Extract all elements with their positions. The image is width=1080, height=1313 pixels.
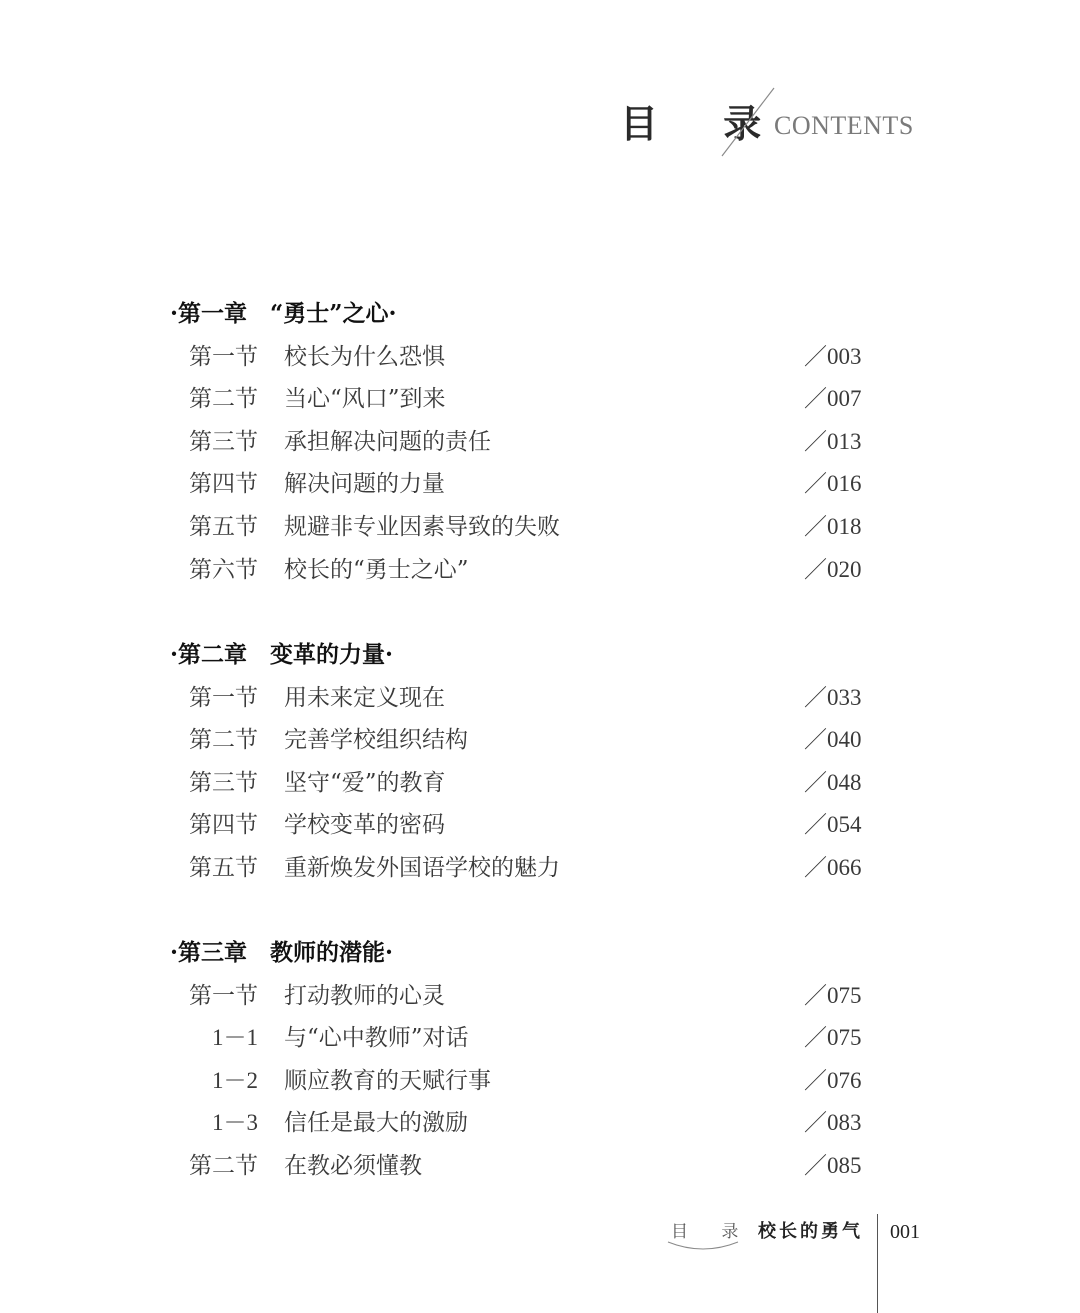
- section-page-number: ／020: [804, 556, 862, 582]
- section-number: 第一节: [189, 982, 258, 1009]
- section-page-number: ／007: [804, 386, 862, 412]
- section-title: 完善学校组织结构: [284, 727, 468, 754]
- section-title: 承担解决问题的责任: [284, 428, 491, 455]
- section-title: 学校变革的密码: [284, 812, 445, 839]
- section-page-number: ／018: [804, 514, 862, 539]
- section-number: 第三节: [189, 769, 258, 796]
- chapter-title: ·第三章 教师的潜能·: [170, 939, 394, 966]
- section-title: 当心“风口”到来: [284, 386, 446, 413]
- chapter-heading[interactable]: [0, 296, 1080, 332]
- section-page-number: ／033: [804, 684, 862, 710]
- toc-entry[interactable]: [0, 552, 1080, 588]
- section-title: 校长的“勇士之心”: [284, 556, 469, 583]
- section-page-number: ／054: [804, 812, 862, 838]
- toc-entry[interactable]: [0, 1020, 1080, 1056]
- section-page-number: ／016: [804, 471, 862, 497]
- section-title: 解决问题的力量: [284, 471, 445, 498]
- section-title: 信任是最大的激励: [284, 1110, 468, 1137]
- page-number: 001: [890, 1221, 920, 1243]
- toc-entry[interactable]: [0, 339, 1080, 375]
- section-page-number: ／083: [804, 1110, 862, 1136]
- section-number: 第三节: [189, 428, 258, 455]
- toc-entry[interactable]: [0, 807, 1080, 843]
- section-number: 第二节: [189, 1153, 258, 1179]
- section-page-number: ／085: [804, 1153, 862, 1178]
- footer-ornament-arc: [666, 1240, 740, 1254]
- section-title: 打动教师的心灵: [284, 982, 445, 1009]
- section-page-number: ／013: [804, 428, 862, 454]
- toc-heading-english: CONTENTS: [774, 111, 914, 140]
- toc-entry[interactable]: [0, 466, 1080, 502]
- toc-entry[interactable]: [0, 509, 1080, 545]
- chapter-title: ·第二章 变革的力量·: [170, 641, 394, 668]
- section-title: 重新焕发外国语学校的魅力: [284, 855, 560, 881]
- section-title: 校长为什么恐惧: [284, 343, 445, 370]
- toc-entry[interactable]: [0, 680, 1080, 716]
- section-page-number: ／075: [804, 1025, 862, 1051]
- section-page-number: ／076: [804, 1067, 862, 1093]
- section-page-number: ／003: [804, 343, 862, 369]
- section-number: 第二节: [189, 386, 258, 413]
- toc-entry[interactable]: [0, 978, 1080, 1014]
- toc-entry[interactable]: [0, 1148, 1080, 1184]
- toc-entry[interactable]: [0, 424, 1080, 460]
- section-page-number: ／075: [804, 982, 862, 1008]
- chapter-title: ·第一章 “勇士”之心·: [170, 300, 397, 327]
- toc-heading: 目 录: [620, 101, 788, 146]
- toc-entry[interactable]: [0, 1063, 1080, 1099]
- section-number: 1－2: [212, 1067, 258, 1093]
- toc-entry[interactable]: [0, 765, 1080, 801]
- section-number: 1－1: [212, 1025, 258, 1051]
- section-number: 第五节: [189, 514, 258, 540]
- footer-book-title: 校长的勇气: [758, 1221, 863, 1242]
- section-title: 坚守“爱”的教育: [284, 769, 446, 796]
- section-title: 规避非专业因素导致的失败: [284, 514, 560, 540]
- section-number: 第六节: [189, 556, 258, 583]
- section-number: 1－3: [212, 1110, 258, 1136]
- footer-divider-rule: [877, 1214, 878, 1313]
- footer-section-label: 目 录: [671, 1222, 753, 1242]
- toc-entry[interactable]: [0, 850, 1080, 886]
- section-title: 在教必须懂教: [284, 1153, 422, 1179]
- section-title: 顺应教育的天赋行事: [284, 1067, 491, 1094]
- section-page-number: ／040: [804, 727, 862, 753]
- toc-entry[interactable]: [0, 381, 1080, 417]
- section-title: 与“心中教师”对话: [284, 1025, 469, 1052]
- section-number: 第五节: [189, 855, 258, 881]
- section-number: 第四节: [189, 471, 258, 498]
- section-number: 第四节: [189, 812, 258, 839]
- toc-entry[interactable]: [0, 722, 1080, 758]
- section-number: 第一节: [189, 343, 258, 370]
- toc-entry[interactable]: [0, 1105, 1080, 1141]
- section-page-number: ／066: [804, 855, 862, 880]
- section-title: 用未来定义现在: [284, 684, 445, 711]
- section-number: 第二节: [189, 727, 258, 754]
- section-number: 第一节: [189, 684, 258, 711]
- chapter-heading[interactable]: [0, 935, 1080, 971]
- section-page-number: ／048: [804, 769, 862, 795]
- chapter-heading[interactable]: [0, 637, 1080, 673]
